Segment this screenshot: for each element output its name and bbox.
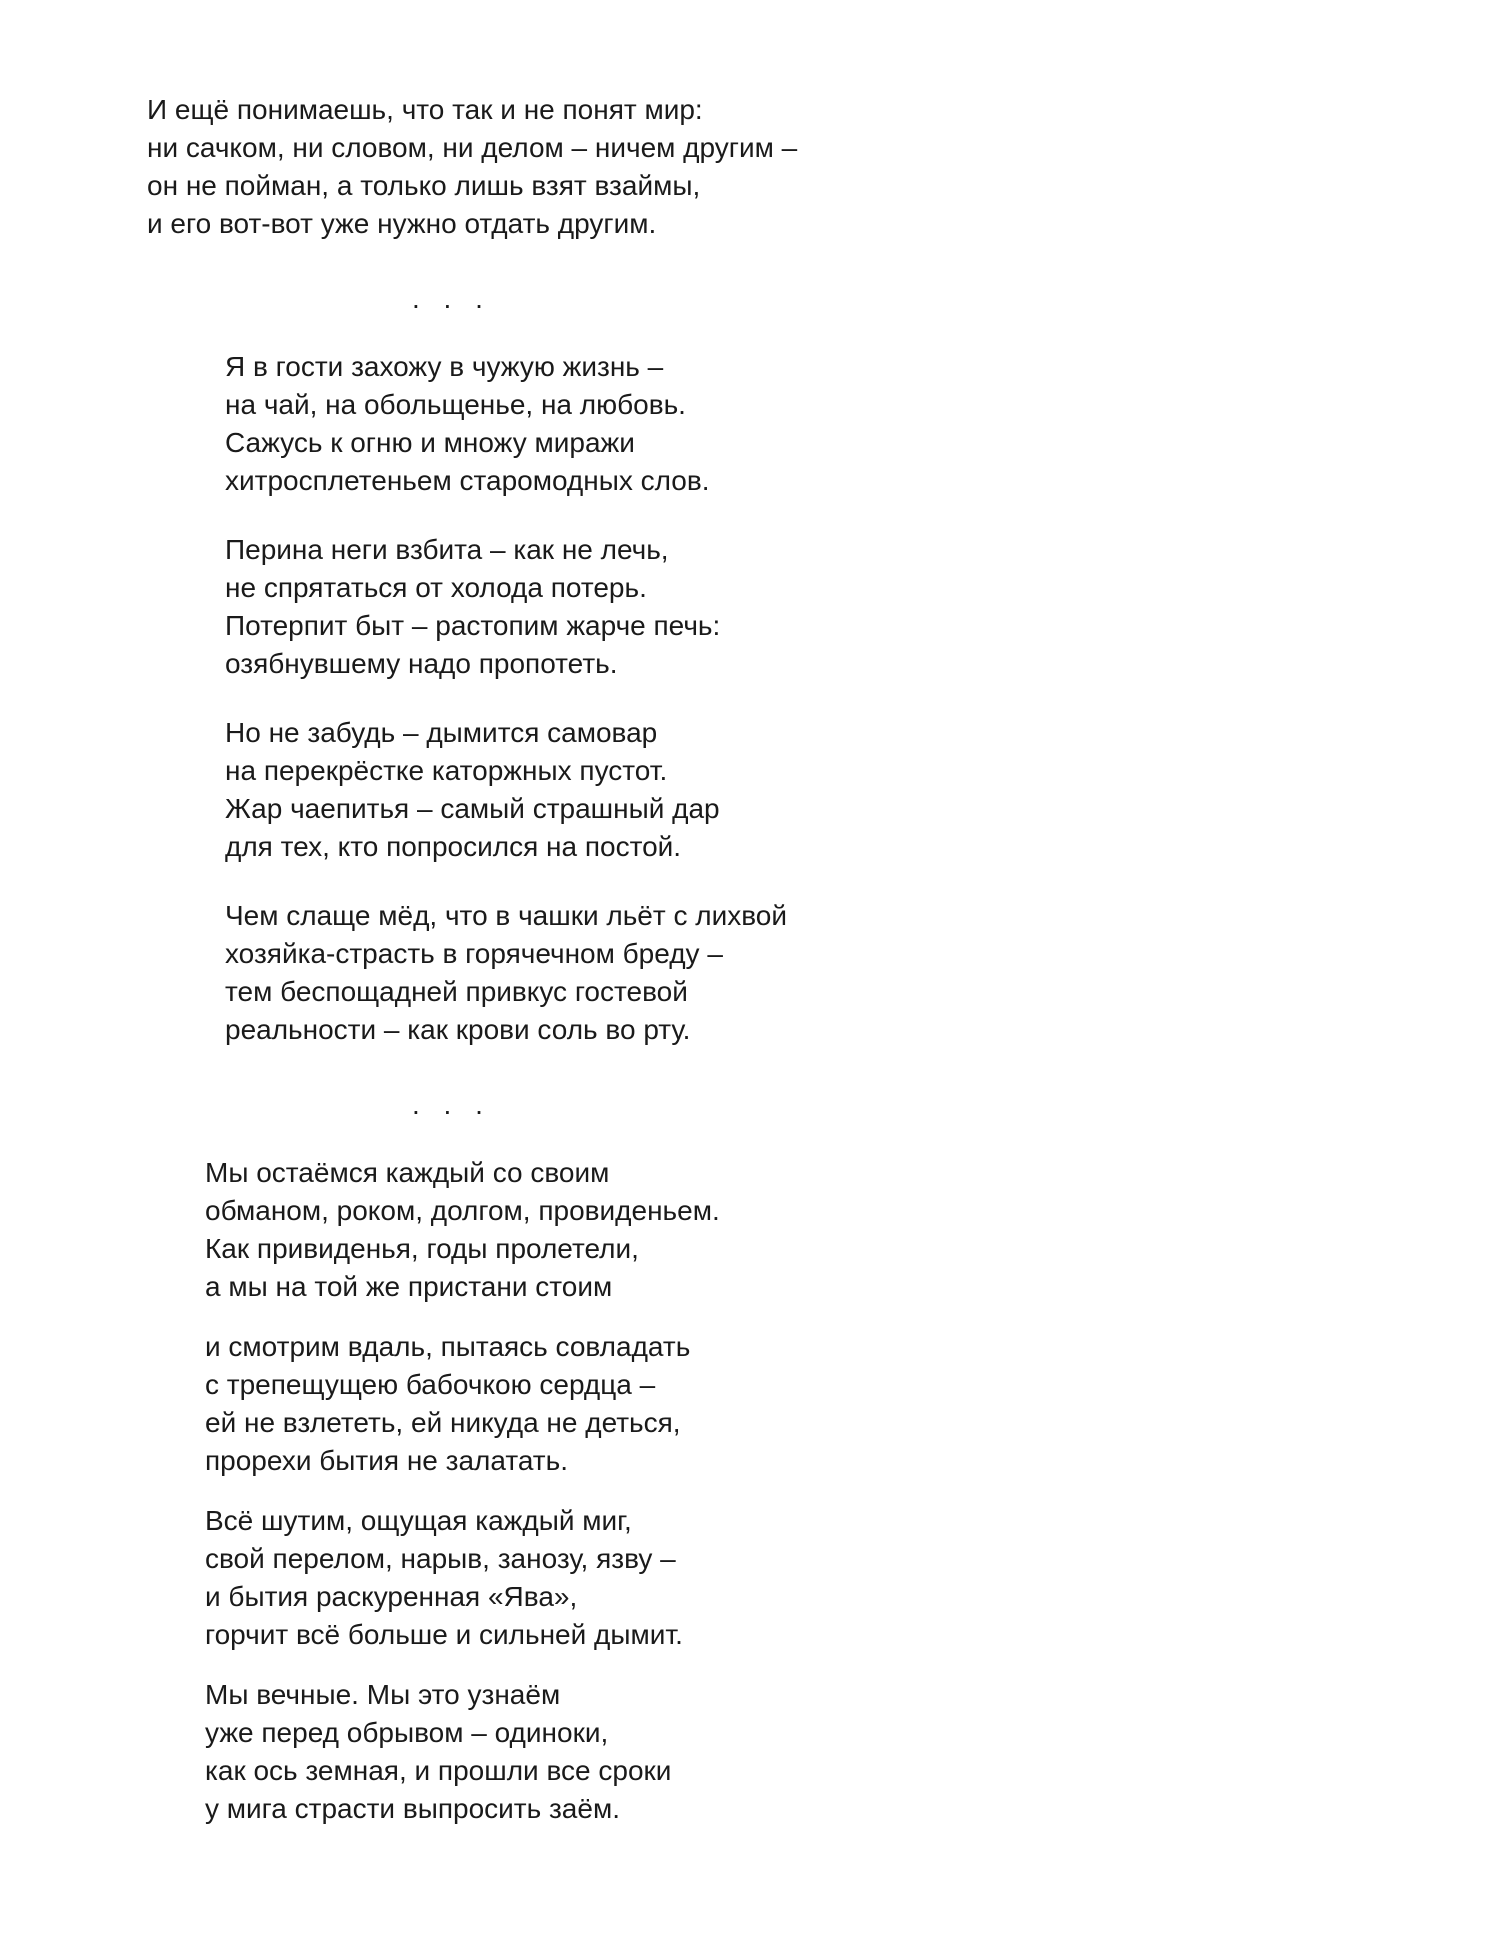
poem-line: тем беспощадней привкус гостевой (225, 976, 688, 1007)
poem-line: Перина неги взбита – как не лечь, (225, 534, 669, 565)
stanza (205, 1328, 1496, 1480)
poem-line: И ещё понимаешь, что так и не понят мир: (147, 94, 703, 125)
poem-line: озябнувшему надо пропотеть. (225, 648, 618, 679)
stanza (205, 1502, 1496, 1654)
poem-line: и смотрим вдаль, пытаясь совладать (205, 1331, 691, 1362)
poem-line: уже перед обрывом – одиноки, (205, 1717, 609, 1748)
poem-2 (0, 1154, 1496, 1828)
poem-line: у мига страсти выпросить заём. (205, 1793, 620, 1824)
poem-line: хитросплетеньем старомодных слов. (225, 465, 710, 496)
poem-line: Всё шутим, ощущая каждый миг, (205, 1505, 632, 1536)
poem-line: Потерпит быт – растопим жарче печь: (225, 610, 721, 641)
poem-line: Чем слаще мёд, что в чашки льёт с лихвой (225, 900, 787, 931)
poem-line: обманом, роком, долгом, провиденьем. (205, 1195, 720, 1226)
poem-line: с трепещущею бабочкою сердца – (205, 1369, 656, 1400)
poem-line: на перекрёстке каторжных пустот. (225, 755, 668, 786)
poem-line: прорехи бытия не залатать. (205, 1445, 569, 1476)
poem-line: Мы вечные. Мы это узнаём (205, 1679, 561, 1710)
poem-line: и бытия раскуренная «Ява», (205, 1581, 578, 1612)
poem-line: горчит всё больше и сильней дымит. (205, 1619, 683, 1650)
stanza (225, 348, 1496, 500)
poem-line: свой перелом, нарыв, занозу, язву – (205, 1543, 676, 1574)
poem-line: не спрятаться от холода потерь. (225, 572, 647, 603)
poem-line: как ось земная, и прошли все сроки (205, 1755, 672, 1786)
stanza-intro (147, 91, 1496, 243)
poem-line: он не пойман, а только лишь взят взаймы, (147, 170, 701, 201)
stanza-separator: . . . (412, 1089, 483, 1120)
poem-line: реальности – как крови соль во рту. (225, 1014, 691, 1045)
poem-line: Сажусь к огню и множу миражи (225, 427, 635, 458)
poem-line: и его вот-вот уже нужно отдать другим. (147, 208, 657, 239)
poem-1 (0, 348, 1496, 1049)
poem-line: хозяйка-страсть в горячечном бреду – (225, 938, 723, 969)
stanza (225, 531, 1496, 683)
poem-line: Жар чаепитья – самый страшный дар (225, 793, 720, 824)
poem-line: Мы остаёмся каждый со своим (205, 1157, 610, 1188)
stanza-separator: . . . (412, 283, 483, 314)
poem-line: Как привиденья, годы пролетели, (205, 1233, 639, 1264)
stanza (205, 1154, 1496, 1306)
stanza (225, 897, 1496, 1049)
poem-line: Но не забудь – дымится самовар (225, 717, 658, 748)
stanza (205, 1676, 1496, 1828)
poem-line: ни сачком, ни словом, ни делом – ничем другим – (147, 132, 798, 163)
poem-line: для тех, кто попросился на постой. (225, 831, 682, 862)
poem-line: ей не взлететь, ей никуда не деться, (205, 1407, 681, 1438)
poem-line: Я в гости захожу в чужую жизнь – (225, 351, 664, 382)
poem-line: на чай, на обольщенье, на любовь. (225, 389, 686, 420)
poem-line: а мы на той же пристани стоим (205, 1271, 613, 1302)
stanza (225, 714, 1496, 866)
